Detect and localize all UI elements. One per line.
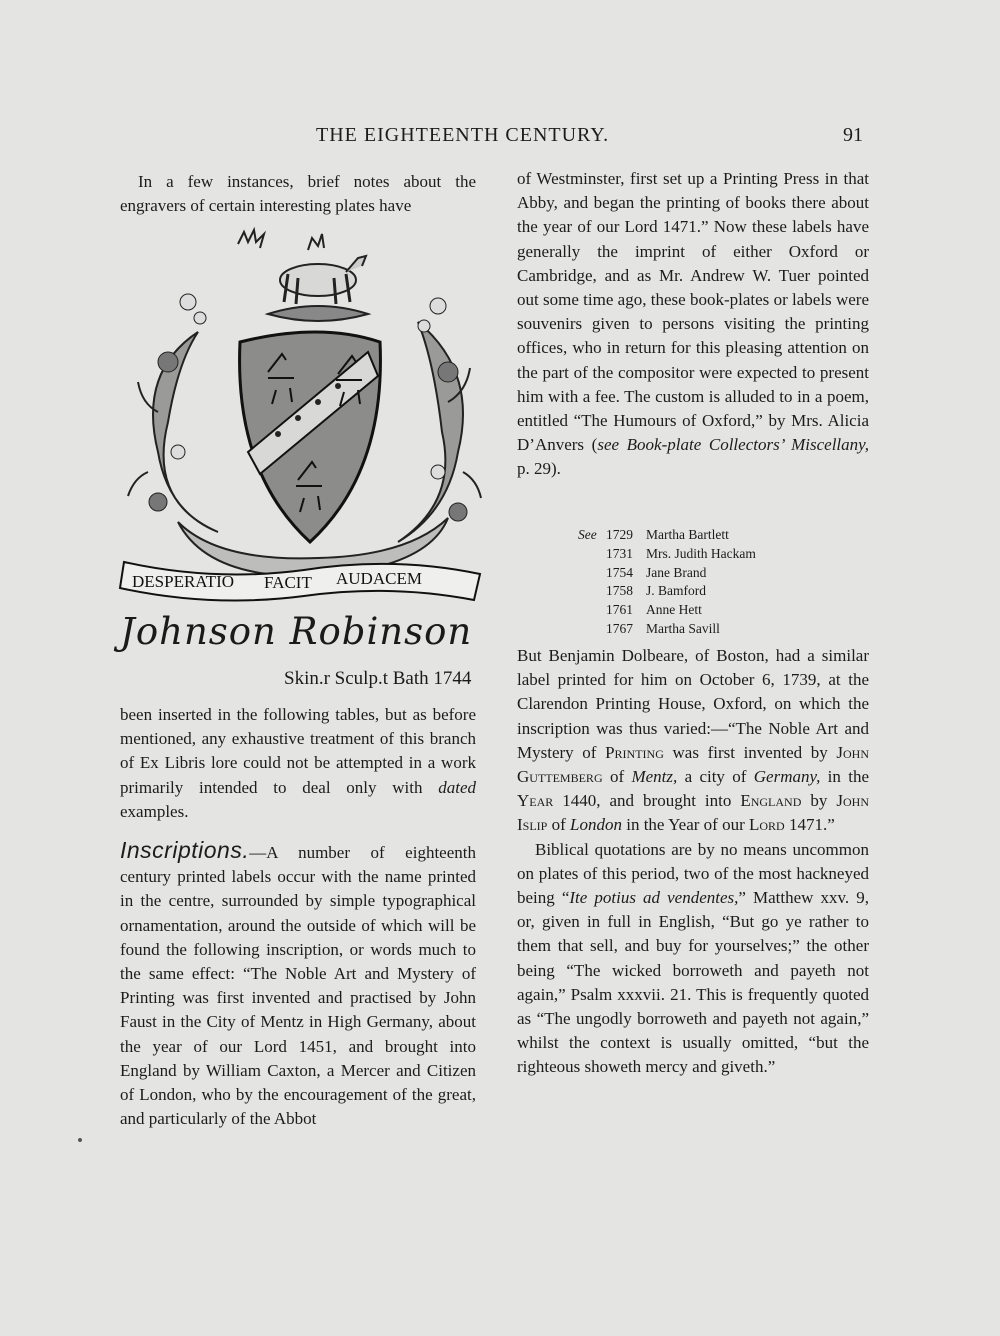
list-item: 1731 Mrs. Judith Hackam: [606, 545, 756, 561]
motto-word-2: FACIT: [264, 573, 312, 592]
running-head: [0, 124, 1000, 150]
right-paragraph-3: Biblical quotations are by no means uncommon on plates of this period, two of the most hackneyed being “Ite potius ad vendentes,” Matthew xxv. 9, or, given in full in English, “But go ye rather to them that sell, and buy for yourselves;” the other being “The wicked borroweth and payeth not again,” Psalm xxxvii. 21. This is frequently quoted as “The ungodly borroweth and payeth not again,” whilst the context is usually omitted, “but the righteous showeth mercy and giveth.”: [517, 839, 869, 1077]
right-paragraph-2: But Benjamin Dolbeare, of Boston, had a similar label printed for him on October 6, 1739, at the Clarendon Printing House, Oxford, on which the inscription was thus varied:—“The Noble Art and Mystery of Printing was first invented by John Guttemberg of Mentz, a city of Germany, in the Year 1440, and brought into England by John Islip of London in the Year of our Lord 1471.”: [517, 646, 870, 835]
page-title: THE EIGHTEENTH CENTURY.: [316, 124, 610, 146]
right-paragraph-1: of Westminster, first set up a Printing Press in that Abby, and began the printing of books there about the year of our Lord 1471.” Now these labels have generally the imprint of either Oxford or Cambridge, and as Mr. Andrew W. Tuer pointed out some time ago, these book-plates or labels were souvenirs given to persons visiting the printing offices, who in return for this pleasing attention on the part of the compositor were expected to present him with a fee. The custom is alluded to in a poem, entitled “The Humours of Oxford,” by Mrs. Alicia D’Anvers (see Book-plate Collectors’ Miscellany, p. 29).: [517, 169, 869, 479]
left-paragraph-1: In a few instances, brief notes about the engravers of certain interesting plates have: [120, 172, 476, 216]
left-column-bottom: [120, 703, 476, 1131]
list-item: 1758 J. Bamford: [606, 583, 706, 599]
motto-word-1: DESPERATIO: [132, 572, 235, 591]
label-date-list: [578, 526, 756, 639]
list-item: 1754 Jane Brand: [606, 564, 707, 580]
right-column-bottom: [517, 644, 869, 1080]
bookplate-owner-name: Johnson Robinson: [120, 610, 473, 653]
motto-word-3: AUDACEM: [336, 569, 422, 588]
right-column-top: [517, 167, 869, 482]
margin-speck: [78, 1138, 82, 1142]
left-paragraph-2: been inserted in the following tables, but as before mentioned, any exhaustive treatment of this branch of Ex Libris lore could not be attempted in a work primarily intended to deal only with dated examples.: [120, 705, 476, 821]
stag-crest-icon: [238, 230, 368, 321]
section-heading-inscriptions: Inscriptions.: [120, 837, 250, 864]
page-number: 91: [843, 124, 863, 146]
list-item: See 1729 Martha Bartlett: [578, 527, 729, 542]
heraldic-shield-icon: [240, 332, 381, 542]
list-item: 1761 Anne Hett: [606, 602, 702, 618]
list-item: 1767 Martha Savill: [606, 620, 720, 636]
left-column-top: [120, 170, 476, 218]
left-paragraph-inscriptions: Inscriptions.—A number of eighteenth century printed labels occur with the name printed in the centre, surrounded by simple typographical ornamentation, around the outside of which will be found the following inscription, or words much to the same effect: “The Noble Art and Mystery of Printing was first invented and practised by John Faust in the City of Mentz in High Germany, about the year of our Lord 1451, and brought into England by William Caxton, a Mercer and Citizen of London, who by the encouragement of the great, and particularly of the Abbot: [120, 837, 476, 1129]
engraver-signature: Skin.r Sculp.t Bath 1744: [284, 668, 472, 689]
